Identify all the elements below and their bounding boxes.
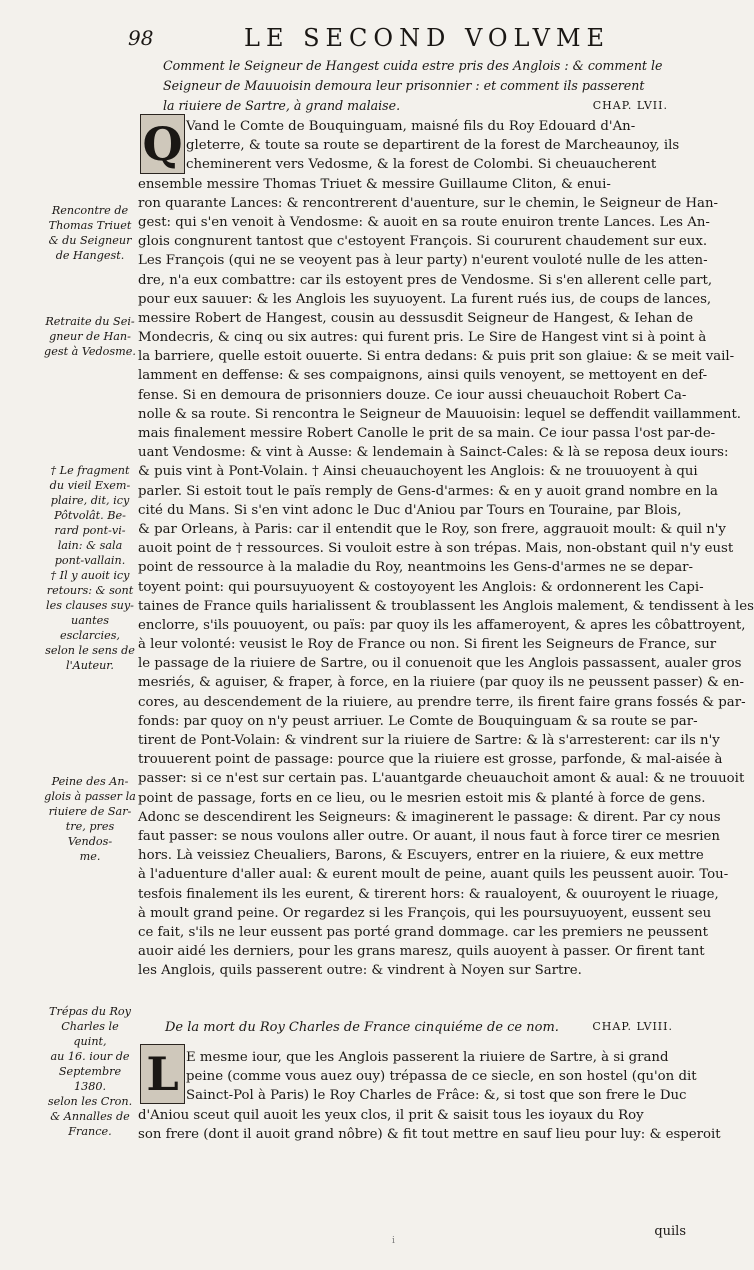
margin-note-line: du vieil Exem- — [49, 479, 131, 492]
text-line: lamment en deffense: & ses compaignons, ainsi quils venoyent, se mettoyent en def- — [138, 368, 708, 384]
text-line: toyent point: qui poursuyuoyent & costoyoyent les Anglois: & ordonnerent les Capi- — [138, 579, 704, 595]
text-line: Les François (qui ne se veoyent pas à leur party) n'eurent vouloté nulle de les atten- — [138, 253, 708, 269]
heading-line: Seigneur de Mauuoisin demoura leur prisonnier : et comment ils passerent — [163, 78, 645, 93]
text-line: auoir aidé les derniers, pour les grans maresz, quils auoyent à passer. Or firent tant — [138, 944, 705, 960]
margin-note-line: Rencontre de — [51, 204, 129, 217]
running-title: LE SECOND VOLVME — [244, 24, 611, 52]
margin-note — [44, 1004, 136, 1139]
text-line: les Anglois, quils passerent outre: & vindrent à Noyen sur Sartre. — [138, 963, 582, 979]
text-line: dre, n'a eux combattre: car ils estoyent pres de Vendosme. Si s'en allerent celle part, — [138, 272, 713, 288]
text-line: à leur volonté: veusist le Roy de France ou non. Si firent les Seigneurs de France, sur — [138, 637, 717, 653]
chapter-number: CHAP. LVIII. — [592, 1020, 673, 1033]
text-line: cité du Mans. Si s'en vint adonc le Duc d'Aniou par Tours en Touraine, par Blois, — [138, 502, 682, 518]
margin-note-line: uantes esclarcies, — [60, 614, 120, 642]
text-line: faut passer: se nous voulons aller outre. Or auant, il nous faut à force tirer ce mesrien — [138, 828, 720, 844]
text-line: à moult grand peine. Or regardez si les François, qui les poursuyuoyent, eussent seu — [138, 905, 712, 921]
text-line: son frere (dont il auoit grand nôbre) & fit tout mettre en sauf lieu pour luy: & esperoit — [138, 1126, 721, 1142]
margin-note-line: France. — [68, 1125, 112, 1138]
margin-note-line: Thomas Triuet — [48, 219, 132, 232]
text-line: Mondecris, & cinq ou six autres: qui furent pris. Le Sire de Hangest vint si à point à — [138, 330, 707, 346]
heading-line — [163, 96, 668, 116]
margin-note-line: pont-vallain. — [54, 554, 126, 567]
text-line: E mesme iour, que les Anglois passerent la riuiere de Sartre, à si grand — [186, 1050, 669, 1065]
margin-note — [44, 463, 136, 673]
text-line: hors. Là veissiez Cheualiers, Barons, & Escuyers, entrer en la riuiere, & eux mettre — [138, 848, 704, 864]
text-line: messire Robert de Hangest, cousin au dessusdit Seigneur de Hangest, & Iehan de — [138, 310, 694, 326]
text-line: nolle & sa route. Si rencontra le Seigneur de Mauuoisin: lequel se deffendit vaillamment. — [138, 406, 742, 422]
text-line: auoit point de † ressources. Si vouloit estre à son trépas. Mais, non-obstant quil n'y eust — [138, 541, 734, 557]
heading-line-text: la riuiere de Sartre, à grand malaise. — [163, 98, 401, 113]
margin-note-line: † Le fragment — [50, 464, 130, 477]
margin-note-line: Charles le quint, — [61, 1020, 119, 1048]
margin-note-line: tre, pres Vendos- — [65, 820, 115, 848]
text-line: tesfois finalement ils les eurent, & tirerent hors: & raualoyent, & ouuroyent le riuage, — [138, 886, 719, 902]
text-line: Sainct-Pol à Paris) le Roy Charles de Frâce: &, si tost que son frere le Duc — [186, 1088, 687, 1104]
text-line: mesriés, & aguiser, & fraper, à force, en la riuiere (par quoy ils ne peussent passer) & en- — [138, 675, 744, 691]
chapter-57-heading — [163, 56, 668, 116]
text-line: fense. Si en demoura de prisonniers douze. Ce iour aussi cheuauchoit Robert Ca- — [138, 387, 687, 403]
text-line: tirent de Pont-Volain: & vindrent sur la riuiere de Sartre: & là s'arresterent: car ils n'y — [138, 733, 720, 748]
margin-note-line: retours: & sont — [46, 584, 134, 597]
margin-note-line: me. — [79, 850, 101, 863]
signature-mark: i — [392, 1236, 395, 1246]
margin-note-line: selon les Cron. — [47, 1095, 133, 1108]
margin-note-line: rard pont-vi- — [54, 524, 126, 537]
margin-note-line: & du Seigneur — [48, 234, 132, 247]
page-header — [128, 26, 688, 52]
text-line: point de passage, forts en ce lieu, ou le mesrien estoit mis & planté à force de gens. — [138, 790, 706, 806]
text-line: le passage de la riuiere de Sartre, ou il conuenoit que les Anglois passassent, aualer gros — [138, 656, 742, 672]
margin-note-line: Pôtvolât. Be- — [54, 509, 126, 522]
chapter-58-body — [138, 1048, 721, 1144]
margin-note-line: au 16. iour de — [50, 1050, 130, 1063]
chapter-number: CHAP. LVII. — [592, 99, 668, 112]
chapter-58-title: De la mort du Roy Charles de France cinquiéme de ce nom. — [165, 1020, 559, 1035]
text-line: Adonc se descendirent les Seigneurs: & imaginerent le passage: & dirent. Par cy nous — [138, 809, 721, 825]
heading-line: Comment le Seigneur de Hangest cuida estre pris des Anglois : & comment le — [163, 58, 663, 73]
margin-note-line: Retraite du Sei- — [45, 315, 135, 328]
text-line: parler. Si estoit tout le païs remply de Gens-d'armes: & en y auoit grand nombre en la — [138, 483, 718, 499]
margin-note-line: riuiere de Sar- — [48, 805, 132, 818]
margin-note — [44, 774, 136, 864]
text-line: mais finalement messire Robert Canolle le prit de sa main. Ce iour passa l'ost par-de- — [138, 426, 716, 441]
text-line: d'Aniou sceut quil auoit les yeux clos, il prit & saisit tous les ioyaux du Roy — [138, 1107, 644, 1123]
margin-note — [44, 314, 136, 359]
text-line: peine (comme vous auez ouy) trépassa de ce siecle, en son hostel (qu'on dit — [186, 1069, 697, 1085]
text-line: ensemble messire Thomas Triuet & messire Guillaume Cliton, & enui- — [138, 176, 611, 192]
text-line: taines de France quils harialissent & troublassent les Anglois malement, & tendissent à les — [138, 598, 754, 614]
margin-note-line: l'Auteur. — [66, 659, 114, 672]
text-line: gleterre, & toute sa route se departirent de la forest de Marcheaunoy, ils — [186, 138, 680, 154]
margin-note-line: & Annalles de — [50, 1110, 130, 1123]
text-line: & puis vint à Pont-Volain. † Ainsi cheuauchoyent les Anglois: & ne trouuoyent à qui — [138, 464, 698, 480]
chapter-57-body — [138, 117, 754, 980]
catchword: quils — [654, 1224, 686, 1239]
decorated-initial: Q — [140, 114, 185, 174]
margin-note-line: de Hangest. — [55, 249, 125, 262]
text-line: cheminerent vers Vedosme, & la forest de Colombi. Si cheuaucherent — [186, 157, 657, 173]
margin-note-line: gneur de Han- — [49, 330, 131, 343]
margin-note-line: † Il y auoit icy — [50, 569, 130, 582]
text-line: passer: si ce n'est sur certain pas. L'auantgarde cheuauchoit amont & aual: & ne trouuoit — [138, 771, 745, 787]
margin-note-line: Peine des An- — [51, 775, 129, 788]
decorated-initial: L — [140, 1044, 185, 1104]
margin-note — [44, 203, 136, 263]
margin-note-line: gest à Vedosme. — [44, 345, 136, 358]
text-line: à l'aduenture d'aller aual: & eurent moult de peine, auant quils les peussent auoir. Tou- — [138, 867, 729, 883]
text-line: glois congnurent tantost que c'estoyent François. Si coururent chaudement sur eux. — [138, 234, 708, 250]
text-line: & par Orleans, à Paris: car il entendit que le Roy, son frere, aggrauoit moult: & quil n'y — [138, 521, 726, 537]
text-line: point de ressource à la maladie du Roy, neantmoins les Gens-d'armes ne se depar- — [138, 560, 694, 576]
text-line: fonds: par quoy on n'y peust arriuer. Le Comte de Bouquinguam & sa route se par- — [138, 713, 698, 729]
text-line: ron quarante Lances: & rencontrerent d'auenture, sur le chemin, le Seigneur de Han- — [138, 195, 719, 211]
text-line: ce fait, s'ils ne leur eussent pas porté grand dommage. car les premiers ne peussent — [138, 924, 708, 940]
margin-note-line: plaire, dit, icy — [50, 494, 130, 507]
chapter-58-heading — [165, 1020, 685, 1035]
margin-note-line: les clauses suy- — [46, 599, 134, 612]
page-number: 98 — [128, 26, 154, 50]
text-line: gest: qui s'en venoit à Vendosme: & auoit en sa route enuiron trente Lances. Les An- — [138, 214, 710, 230]
text-line: Vand le Comte de Bouquinguam, maisné fils du Roy Edouard d'An- — [186, 119, 636, 134]
margin-note-line: selon le sens de — [45, 644, 135, 657]
text-line: trouuerent point de passage: pource que la riuiere est grosse, parfonde, & mal-aisée à — [138, 752, 723, 768]
margin-note-line: Trépas du Roy — [49, 1005, 131, 1018]
text-line: la barriere, quelle estoit ouuerte. Si entra dedans: & puis prit son glaiue: & se meit vail- — [138, 349, 735, 365]
margin-note-line: glois à passer la — [44, 790, 136, 803]
text-line: uant Vendosme: & vint à Ausse: & lendemain à Sainct-Cales: & là se reposa deux iours: — [138, 445, 729, 461]
text-line: cores, au descendement de la riuiere, au prendre terre, ils firent faire grans fossés & par- — [138, 694, 746, 710]
text-line: pour eux sauuer: & les Anglois les suyuoyent. La furent rués ius, de coups de lances, — [138, 291, 712, 307]
text-line: enclorre, s'ils pouuoyent, ou païs: par quoy ils les affameroyent, & apres les côbattroyent, — [138, 617, 746, 633]
margin-note-line: lain: & sala — [57, 539, 123, 552]
margin-note-line: Septembre 1380. — [58, 1065, 122, 1093]
